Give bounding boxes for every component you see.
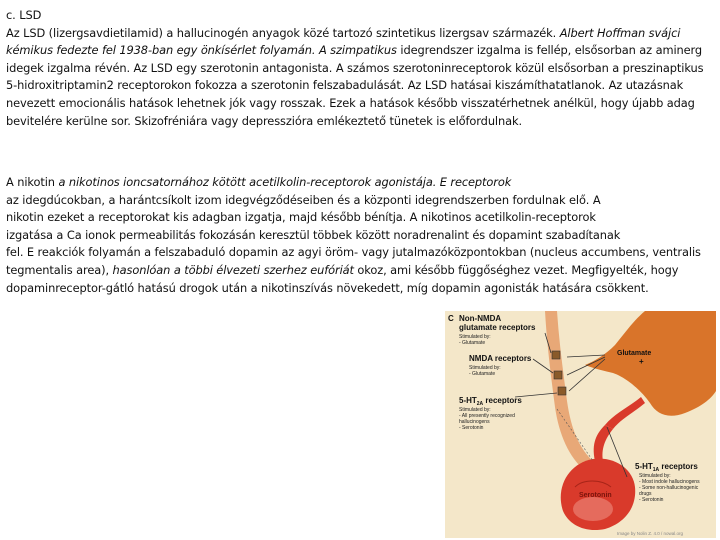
ht2a-title: $5-HT_{2A}$ receptors	[459, 396, 522, 407]
lsd-line-6: bevitelére kerülne sor. Skizofréniára vagy depresszióra emlékeztető tünetek is előfordulnak.	[6, 113, 523, 128]
lsd-line-3: idegek izgalma révén. Az LSD egy szerotonin antagonista. A számos szerotoninreceptorok közül elsősorban a preszinaptikus	[6, 60, 704, 75]
nicotine-line-4: izgatása a Ca ionok permeabilitás fokozásán keresztül többek között noradrenalint és dopamint szabadítanak	[6, 227, 621, 242]
lsd-italic-text: A szimpatikus	[318, 43, 397, 58]
nmda-receptor-icon	[554, 371, 562, 379]
nicotine-line-3: nikotin ezeket a receptorokat kis adagban izgatja, majd később bénítja. A nikotinos acetilkolin-receptorok	[6, 210, 596, 225]
ht2a-stim-3: hallucinogens	[459, 419, 490, 425]
non-nmda-stim-2: - Glutamate	[459, 340, 486, 346]
nicotine-italic-text: a nikotinos ioncsatornához kötött acetilkolin-receptorok agonistája. E receptorok	[58, 175, 512, 189]
receptor-diagram	[445, 311, 716, 538]
nicotine-italic-text: hasonlóan a többi élvezeti szerhez eufóriát	[112, 262, 354, 277]
ht1a-stim-2: - Most indole hallucinogens	[639, 479, 700, 485]
serotonin-label: Serotonin	[579, 492, 612, 499]
nicotine-text: tegmentalis area),	[6, 262, 113, 277]
nicotine-section	[6, 174, 712, 297]
nicotine-line-5: fel. E reakciók folyamán a felszabaduló dopamin az agyi öröm- vagy jutalmazóközpontokban (nucleus accumbens, ventralis	[6, 245, 701, 260]
ht1a-stim-5: - Serotonin	[639, 497, 664, 503]
non-nmda-title-2: glutamate receptors	[459, 323, 536, 332]
serotonin-nucleus-shape	[573, 497, 613, 521]
lsd-italic-text: Albert Hoffman svájci	[559, 25, 681, 40]
plus-sign: +	[639, 357, 644, 366]
lsd-text: idegrendszer izgalma is fellép, elsősorban az aminerg	[396, 43, 703, 58]
ht2a-stim-1: Stimulated by:	[459, 407, 491, 413]
lsd-line-2	[6, 42, 712, 60]
ht2a-stim-4: - Serotonin	[459, 425, 484, 431]
lsd-section	[6, 7, 712, 130]
ht1a-stim-4: drugs	[639, 491, 652, 497]
lsd-text: Az LSD (lizergsavdietilamid) a hallucinogén anyagok közé tartozó szintetikus lizergsav származék.	[6, 25, 560, 40]
glutamate-label: Glutamate	[617, 350, 652, 357]
panel-letter: C	[448, 314, 454, 323]
nmda-receptor-2-icon	[558, 387, 566, 395]
ht2a-stim-2: - All presently recognized	[459, 413, 515, 419]
ht1a-stim-3: - Some non-hallucinogenic	[639, 485, 699, 491]
nicotine-line-7: dopaminreceptor-gátló hatású drogok után a nikotinszívás növekedett, míg dopamin agonisták hatására csökkent.	[6, 280, 649, 295]
ht1a-title: $5-HT_{1A}$ receptors	[635, 462, 698, 473]
nicotine-text: okoz, ami később függőséghez vezet. Megfigyelték, hogy	[353, 262, 679, 277]
nicotine-text: A nikotin	[6, 175, 59, 189]
nmda-stim-1: Stimulated by:	[469, 365, 501, 371]
nicotine-line-6	[6, 262, 712, 280]
nicotine-line-1	[6, 174, 712, 192]
lsd-line-5: nevezett emocionális hatások lehetnek jók vagy rosszak. Ezek a hatások később visszatérhetnek anélkül, hogy újabb adag	[6, 95, 695, 110]
nmda-stim-2: - Glutamate	[469, 371, 496, 377]
lsd-line-4: 5-hidroxitriptamin2 receptorokon fokozza a szerotonin felszabadulását. Az LSD hatásai kiszámíthatatlanok. Az utazásnak	[6, 78, 684, 93]
non-nmda-title: Non-NMDA	[459, 314, 502, 323]
nmda-title: NMDA receptors	[469, 354, 532, 363]
lsd-line-1	[6, 25, 712, 43]
lsd-italic-text: kémikus fedezte fel 1938-ban egy önkísérlet folyamán.	[6, 43, 316, 58]
ht1a-stim-1: Stimulated by:	[639, 473, 671, 479]
non-nmda-stim-1: Stimulated by:	[459, 334, 491, 340]
image-credit: Image by Nolin Z. 4.0 / nowal.org	[617, 531, 684, 536]
section-title: c. LSD	[6, 8, 42, 22]
nicotine-line-2: az idegdúcokban, a harántcsíkolt izom idegvégződéseiben és a központi idegrendszerben fordulnak elő. A	[6, 192, 601, 207]
non-nmda-receptor-icon	[552, 351, 560, 359]
